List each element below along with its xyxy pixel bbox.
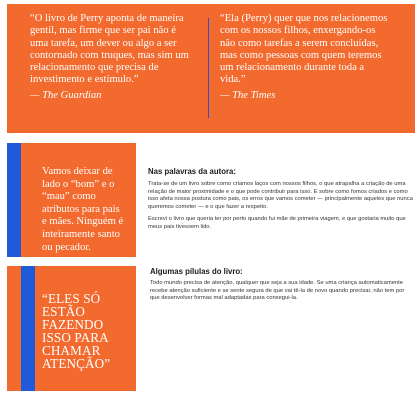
quote-times-text: “Ela (Perry) quer que nos relacionemos com os nossos filhos, enxergando-os não como tarefas a serem concluídas, mas como pessoas com quem teremos um relacionamento durante toda a vida.” (220, 13, 388, 86)
pills-accent-strip (7, 266, 21, 391)
pills-callout-text: “ELES SÓ ESTÃO FAZENDO ISSO PARA CHAMAR ATENÇÃO” (42, 291, 111, 371)
quote-guardian-text: “O livro de Perry aponta de maneira gentil, mas firme que ser pai não é uma tarefa, um dever ou algo a ser contornado com truques, mas sim um relacionamento que precisa de investimento e estímulo.” (30, 13, 189, 86)
author-heading: Nas palavras da autora: (148, 167, 236, 176)
quote-times (220, 13, 390, 102)
quote-divider (208, 18, 209, 118)
quote-guardian (30, 13, 190, 102)
author-paragraph-2: Escrevi o livro que queria ter por perto quando fui mãe de primeira viagem, e que gostaria muito que meus pais tivessem lido. (148, 216, 406, 230)
quote-times-source: — The Times (220, 89, 276, 101)
pills-accent-bar (21, 266, 35, 391)
pills-paragraph-1: Todo mundo precisa de atenção, qualquer que seja a sua idade. Se uma criança automaticamente recebe atenção suficiente e se sente segura de que vai tê-la de novo quando precisar, não tem por que desenvolver formas mal adaptadas para consegui-la. (150, 280, 405, 302)
author-callout-text: Vamos deixar de lado o “bom” e o “mau” como atributos para pais e mães. Ninguém é inteiramente santo ou pecador. (42, 166, 124, 253)
author-body (148, 181, 413, 237)
author-accent-bar (7, 143, 21, 257)
author-paragraph-1: Trata-se de um livro sobre como criamos laços com nossos filhos, o que atrapalha a criação de uma relação de maior proximidade e o que pode contribuir para isso. E sobre como fomos criados e como isso afeta nossa postura como pais, os erros que vamos cometer — principalmente aqueles que nunca queremos cometer — e o que fazer a respeito. (148, 181, 413, 210)
quote-guardian-source: — The Guardian (30, 89, 102, 101)
pills-heading: Algumas pílulas do livro: (150, 267, 243, 276)
pills-body (150, 280, 413, 308)
